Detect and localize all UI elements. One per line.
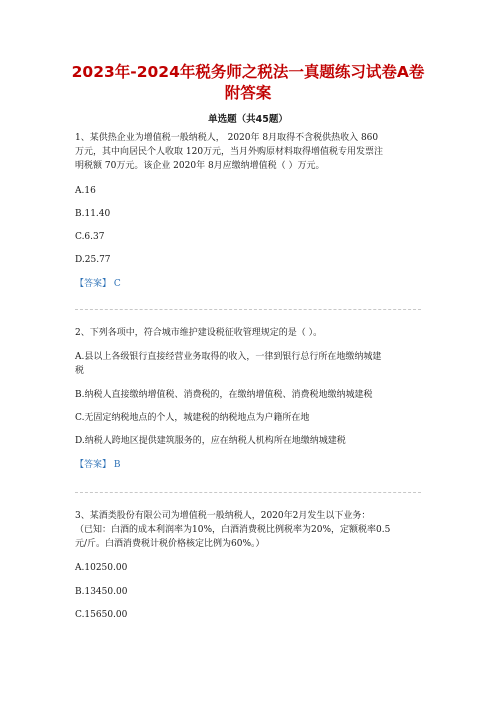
title-line-2: 附答案 (224, 84, 272, 102)
question-1-option-b: B.11.40 (75, 209, 111, 219)
question-3-option-a: A.10250.00 (75, 563, 128, 573)
question-2-option-c: C.无固定纳税地点的个人，城建税的纳税地点为户籍所在地 (75, 413, 310, 423)
section-heading: 单选题（共45题） (208, 114, 288, 125)
question-divider (75, 309, 421, 310)
question-2-answer: 【答案】 B (75, 460, 121, 470)
question-3-stem-line-1: 3、某酒类股份有限公司为增值税一般纳税人，2020年2月发生以下业务： (75, 511, 371, 521)
question-2-stem: 2、下列各项中，符合城市维护建设税征收管理规定的是（ ）。 (75, 328, 323, 338)
question-1-stem-line-1: 1、某供热企业为增值税一般纳税人， 2020年 8月取得不含税供热收入 860 (75, 133, 379, 143)
question-1-stem-line-2: 万元，其中向居民个人收取 120万元，当月外购原材料取得增值税专用发票注 (75, 147, 384, 157)
question-1-option-a: A.16 (75, 186, 96, 196)
question-divider (75, 492, 421, 493)
question-2-option-b: B.纳税人直接缴纳增值税、消费税的，在缴纳增值税、消费税地缴纳城建税 (75, 390, 373, 400)
title-line-1: 2023年-2024年税务师之税法一真题练习试卷A卷 (71, 63, 425, 81)
question-3-stem-line-3: 元/斤。白酒消费税计税价格核定比例为60%。） (75, 539, 265, 549)
document-title (60, 62, 436, 104)
question-3-option-c: C.15650.00 (75, 610, 128, 620)
question-2-option-a-line-1: A.县以上各级银行直接经营业务取得的收入，一律到银行总行所在地缴纳城建 (75, 352, 382, 362)
question-1-option-d: D.25.77 (75, 255, 111, 265)
question-3-option-b: B.13450.00 (75, 587, 128, 597)
question-3-stem-line-2: （已知：白酒的成本利润率为10%，白酒消费税比例税率为20%，定额税率0.5 (75, 525, 391, 535)
question-1-answer: 【答案】 C (75, 279, 121, 289)
question-2-option-a-line-2: 税 (75, 366, 85, 376)
question-1-stem-line-3: 明税额 70万元。该企业 2020年 8月应缴纳增值税（ ）万元。 (75, 161, 325, 171)
question-1-option-c: C.6.37 (75, 232, 105, 242)
question-2-option-d: D.纳税人跨地区提供建筑服务的，应在纳税人机构所在地缴纳城建税 (75, 436, 346, 446)
